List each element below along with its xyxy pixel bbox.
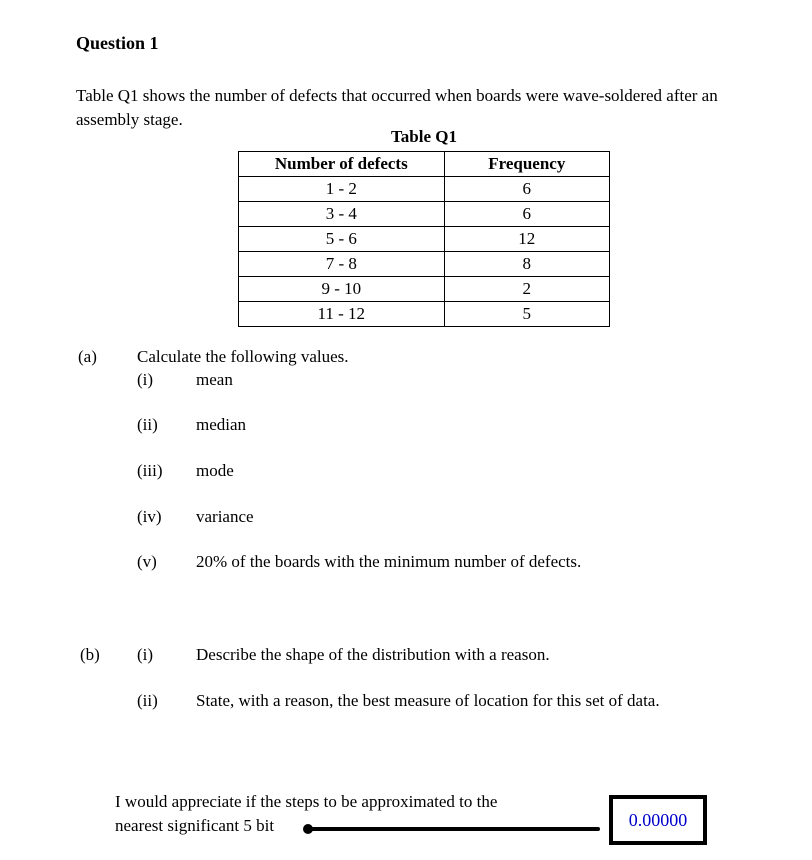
question-title: Question 1 <box>76 33 159 53</box>
table-cell: 12 <box>444 227 609 252</box>
list-item <box>137 507 254 527</box>
item-number: (iv) <box>137 507 162 526</box>
col-header-defects: Number of defects <box>239 152 445 177</box>
table-cell: 3 - 4 <box>239 202 445 227</box>
table-row <box>239 277 610 302</box>
footer-note-line1: I would appreciate if the steps to be approximated to the <box>115 792 498 811</box>
list-item <box>137 552 581 572</box>
part-a-label: (a) <box>78 347 97 366</box>
table-cell: 5 <box>444 302 609 327</box>
table-section <box>238 127 610 327</box>
list-item <box>80 691 660 711</box>
item-text: 20% of the boards with the minimum number of defects. <box>196 552 582 571</box>
item-text: State, with a reason, the best measure of location for this set of data. <box>196 691 660 710</box>
item-number: (ii) <box>137 691 158 710</box>
item-text: Describe the shape of the distribution with a reason. <box>196 645 550 664</box>
table-cell: 9 - 10 <box>239 277 445 302</box>
item-number: (ii) <box>137 415 158 434</box>
table-cell: 8 <box>444 252 609 277</box>
item-number: (i) <box>137 370 154 389</box>
item-text: mean <box>196 370 233 389</box>
item-number: (v) <box>137 552 157 571</box>
part-a-heading-row <box>78 347 349 367</box>
table-cell: 2 <box>444 277 609 302</box>
table-cell: 6 <box>444 177 609 202</box>
intro-paragraph: Table Q1 shows the number of defects that occurred when boards were wave-soldered after an assembly stage. <box>76 86 718 130</box>
list-item <box>137 370 233 390</box>
footer-note-line2: nearest significant 5 bit <box>115 816 275 835</box>
table-row <box>239 227 610 252</box>
connector-line <box>308 827 600 831</box>
col-header-frequency: Frequency <box>444 152 609 177</box>
part-b-label: (b) <box>80 645 100 664</box>
table-cell: 5 - 6 <box>239 227 445 252</box>
item-text: median <box>196 415 247 434</box>
answer-value: 0.00000 <box>628 809 688 830</box>
list-item <box>80 645 550 665</box>
table-title: Table Q1 <box>391 127 457 146</box>
answer-box[interactable] <box>609 795 707 845</box>
table-row <box>239 252 610 277</box>
table-header-row <box>239 152 610 177</box>
item-text: variance <box>196 507 254 526</box>
item-text: mode <box>196 461 234 480</box>
table-cell: 1 - 2 <box>239 177 445 202</box>
table-row <box>239 177 610 202</box>
list-item <box>137 461 234 481</box>
item-number: (iii) <box>137 461 163 480</box>
table-cell: 7 - 8 <box>239 252 445 277</box>
part-a-heading: Calculate the following values. <box>137 347 349 366</box>
table-cell: 11 - 12 <box>239 302 445 327</box>
item-number: (i) <box>137 645 154 664</box>
table-row <box>239 202 610 227</box>
table-cell: 6 <box>444 202 609 227</box>
table-row <box>239 302 610 327</box>
frequency-table <box>238 151 610 327</box>
list-item <box>137 415 246 435</box>
